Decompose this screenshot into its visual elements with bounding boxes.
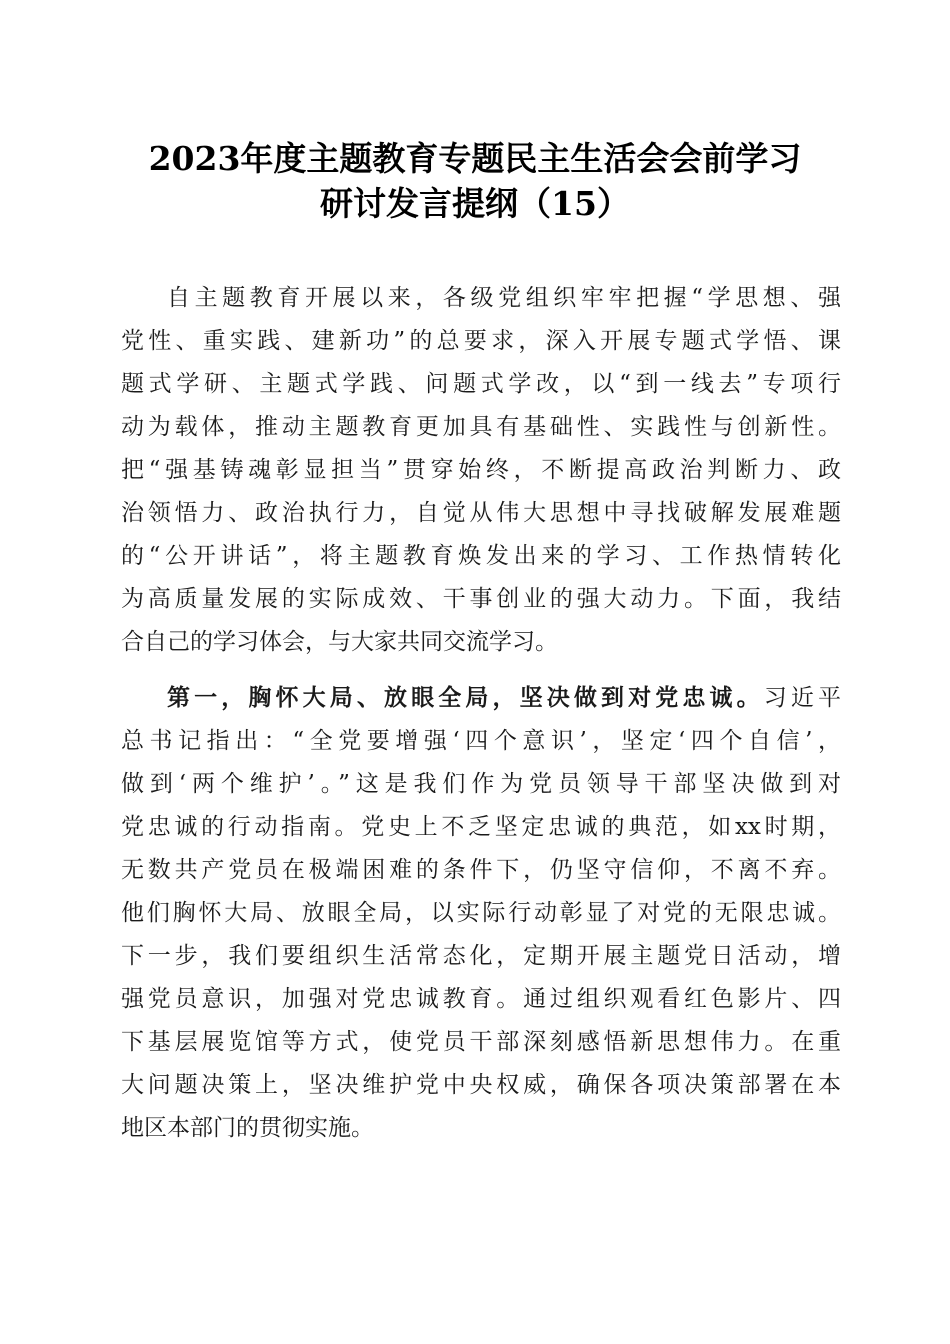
paragraph-1-line: 把“强基铸魂彰显担当”贯穿始终，不断提高政治判断力、政 <box>121 457 841 483</box>
paragraph-1-line: 动为载体，推动主题教育更加具有基础性、实践性与创新性。 <box>121 414 841 440</box>
document-title-line-1: 2023年度主题教育专题民主生活会会前学习 <box>148 139 802 178</box>
paragraph-2-line: 党忠诚的行动指南。党史上不乏坚定忠诚的典范，如xx时期， <box>121 814 841 840</box>
paragraph-1-line: 为高质量发展的实际成效、干事创业的强大动力。下面，我结 <box>121 586 841 612</box>
paragraph-1-line: 题式学研、主题式学践、问题式学改，以“到一线去”专项行 <box>121 371 841 397</box>
paragraph-2-line: 做到‘两个维护’。”这是我们作为党员领导干部坚决做到对 <box>121 771 841 797</box>
paragraph-2-line: 大问题决策上，坚决维护党中央权威，确保各项决策部署在本 <box>121 1072 841 1098</box>
paragraph-2-line: 他们胸怀大局、放眼全局，以实际行动彰显了对党的无限忠诚。 <box>121 900 841 926</box>
paragraph-1-line: 自主题教育开展以来，各级党组织牢牢把握“学思想、强 <box>167 285 841 311</box>
paragraph-1-line: 的“公开讲话”，将主题教育焕发出来的学习、工作热情转化 <box>121 543 841 569</box>
paragraph-2-heading: 第一，胸怀大局、放眼全局，坚决做到对党忠诚。 <box>167 684 764 711</box>
document-title-line-2: 研讨发言提纲（15） <box>320 184 630 223</box>
paragraph-2-line: 无数共产党员在极端困难的条件下，仍坚守信仰，不离不弃。 <box>121 857 841 883</box>
paragraph-1-line: 治领悟力、政治执行力，自觉从伟大思想中寻找破解发展难题 <box>121 500 841 526</box>
paragraph-2-line: 下基层展览馆等方式，使党员干部深刻感悟新思想伟力。在重 <box>121 1029 841 1055</box>
paragraph-2-first-line <box>167 683 841 713</box>
paragraph-1-line: 党性、重实践、建新功”的总要求，深入开展专题式学悟、课 <box>121 328 841 354</box>
paragraph-2-line: 强党员意识，加强对党忠诚教育。通过组织观看红色影片、四 <box>121 986 841 1012</box>
paragraph-2-lead-text: 习近平 <box>763 685 841 711</box>
paragraph-2-line: 总书记指出：“全党要增强‘四个意识’，坚定‘四个自信’， <box>121 728 841 754</box>
paragraph-2-line: 地区本部门的贯彻实施。 <box>121 1115 374 1141</box>
paragraph-1-line: 合自己的学习体会，与大家共同交流学习。 <box>121 629 558 655</box>
paragraph-2-line: 下一步，我们要组织生活常态化，定期开展主题党日活动，增 <box>121 943 841 969</box>
